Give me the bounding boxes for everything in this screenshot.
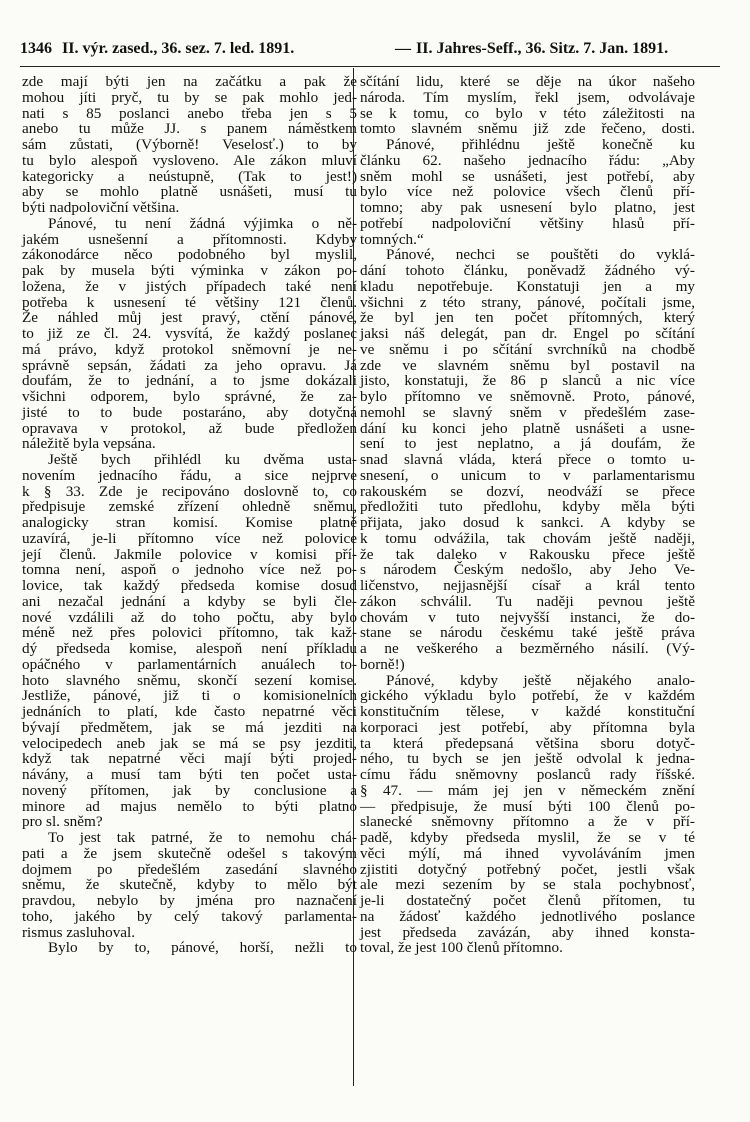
text-line: anebo tu může JJ. s panem náměstkem bbox=[22, 120, 357, 138]
text-line: padě, kdyby předseda myslil, že se v té bbox=[360, 829, 695, 846]
text-line: kladu nepotřebuje. Konstatuji jen a my bbox=[360, 277, 695, 295]
text-line: předložiti tuto předlohu, kdyby měla býti bbox=[360, 498, 695, 516]
header-title-czech: II. výr. zased., 36. sez. 7. led. 1891. bbox=[62, 40, 295, 57]
text-line: když tak nepatrné věci mají býti projed- bbox=[22, 750, 357, 768]
text-line: doufám, že to jednání, a to jsme dokázali bbox=[22, 372, 357, 390]
text-line: rismus zasluhoval. bbox=[22, 923, 136, 941]
text-line: slanecké sněmovny přítomno a že v pří- bbox=[360, 813, 695, 831]
text-line: jaksi náš delegát, pan dr. Engel po sčítání bbox=[360, 325, 695, 342]
text-line: rakouském se dozví, neodváží se přece bbox=[360, 482, 695, 500]
text-line: tomto slavném sněmu již zde řečeno, dosti. bbox=[360, 120, 695, 138]
text-line: bylo přítomno ve sněmovně. Proto, pánové, bbox=[360, 388, 695, 405]
text-line: dojmem po předešlém zasedání slavného bbox=[22, 860, 357, 878]
running-header bbox=[20, 40, 720, 60]
text-line: je-li dostatečný počet členů přítomen, tu bbox=[360, 892, 695, 909]
text-line: uzavírá, je-li přítomno více než polovice bbox=[22, 529, 357, 547]
text-line: zákonodárce něco podobného byl myslil, bbox=[22, 246, 357, 264]
text-line: ného, tu bych se jen ještě odvolal k jedna- bbox=[360, 750, 695, 768]
text-line: novený přítomen, jak by conclusione a bbox=[22, 781, 357, 799]
text-line: ta která předepsaná většina sboru dotyč- bbox=[360, 734, 695, 752]
left-column bbox=[22, 74, 357, 956]
text-line: potřeba k usnesení té většiny 121 členů. bbox=[22, 293, 357, 311]
text-line: Jestliže, pánové, již ti o komisionelních bbox=[22, 687, 357, 705]
text-line: sčítání lidu, které se děje na úkor našeho bbox=[360, 73, 695, 90]
text-line: správně sepsán, žádati za jeho opravu. Já bbox=[22, 356, 357, 374]
text-line: zákon schválil. Tu naději pevnou ještě bbox=[360, 592, 695, 610]
text-line: národa. Tím myslím, řekl jsem, odvolávaje bbox=[360, 88, 695, 106]
text-line: kategoricky a neústupně, (Tak to jest!) bbox=[22, 167, 357, 185]
text-line: ve sněmu i po sčítání svrchníků na chodbě bbox=[360, 340, 695, 358]
text-line: s národem Českým nedošlo, aby Jeho Ve- bbox=[360, 561, 695, 579]
text-line: přijata, jako dosud k sankci. A kdyby se bbox=[360, 514, 695, 531]
text-line: opravava v protokol, až bude předložen bbox=[22, 419, 357, 437]
text-line: sám zůstati, (Výborně! Veselosť.) to by bbox=[22, 136, 357, 153]
text-line: pak by musela býti výminka v zákon po- bbox=[22, 262, 357, 279]
header-rule bbox=[20, 66, 720, 67]
text-line: Pánové, přihlédnu ještě konečně ku bbox=[386, 136, 695, 153]
text-line: snad slavná vláda, která přece o tomto u- bbox=[360, 451, 695, 468]
text-line: bývají předmětem, jak se má jezditi na bbox=[22, 718, 357, 736]
text-line: dání tohoto článku, poněvadž žádného vý- bbox=[360, 262, 695, 279]
text-line: — předpisuje, že musí býti 100 členů po- bbox=[360, 797, 695, 815]
text-line: tomných.“ bbox=[360, 230, 424, 248]
text-line: jisté to to bude postaráno, aby dotyčná bbox=[22, 403, 357, 421]
text-line: jest předseda zavázán, aby ihned konsta- bbox=[360, 923, 695, 941]
text-line: věci mýlí, má ihned vyvoláváním jmen bbox=[360, 844, 695, 862]
text-line: lovice, tak každý předseda komise dosud bbox=[22, 577, 357, 594]
text-line: návány, a musí tam býti ten počet usta- bbox=[22, 766, 357, 783]
text-line: pro sl. sněm? bbox=[22, 813, 103, 831]
text-line: toho, jakého by celý takový parlamenta- bbox=[22, 907, 357, 925]
text-line: její členů. Jakmile polovice v komisi pří- bbox=[22, 545, 357, 563]
text-line: k § 33. Zde je recipováno doslovně to, co bbox=[22, 482, 357, 500]
text-line: na žádosť každého jednotlivého poslance bbox=[360, 907, 695, 925]
text-line: býti nadpoloviční většina. bbox=[22, 199, 180, 216]
text-line: nemohl se slavný sněm v předešlém zase- bbox=[360, 403, 695, 421]
text-line: címu řádu sněmovny poslanců rady říšské. bbox=[360, 766, 695, 783]
text-line: potřebí nadpoloviční většiny hlasů pří- bbox=[360, 214, 695, 232]
text-line: To jest tak patrné, že to nemohu chá- bbox=[48, 829, 357, 846]
text-line: tomno; aby pak usnesení bylo platno, jest bbox=[360, 199, 695, 216]
text-line: Pánové, kdyby ještě nějakého analo- bbox=[386, 671, 695, 689]
text-line: toval, že jest 100 členů přítomno. bbox=[360, 939, 563, 957]
text-line: náležitě byla vepsána. bbox=[22, 435, 156, 453]
text-line: velocipedech aneb jak se má se psy jezditi, bbox=[22, 734, 357, 752]
header-title-german: II. Jahres-Seff., 36. Sitz. 7. Jan. 1891. bbox=[416, 40, 669, 57]
text-line: článku 62. našeho jednacího řádu: „Aby bbox=[360, 151, 695, 169]
page-number: 1346 bbox=[20, 40, 52, 57]
text-line: Ještě bych přihlédl ku dvěma usta- bbox=[48, 451, 357, 468]
text-line: jakém usnešenní a přítomnosti. Kdyby bbox=[22, 230, 357, 248]
text-line: jisto, konstatuji, že 86 p slanců a nic více bbox=[360, 372, 695, 390]
text-line: to již ze čl. 24. vysvítá, že každý poslanec bbox=[22, 325, 357, 342]
text-line: k tomu odvážila, tak chovám ještě naději, bbox=[360, 529, 695, 547]
text-line: analogicky stran komisí. Komise platně bbox=[22, 514, 357, 531]
text-line: se k tomu, co bylo v této záležitosti na bbox=[360, 104, 695, 122]
text-line: gického výkladu bylo potřebí, že v každém bbox=[360, 687, 695, 705]
text-line: mohou jíti pryč, tu by se pak mohlo jed- bbox=[22, 88, 357, 106]
text-line: korporaci jest potřebí, aby přítomna byla bbox=[360, 718, 695, 736]
text-line: sněmu, že skutečně, kdyby to mělo být bbox=[22, 876, 357, 894]
text-line: dý předseda komise, alespoň není příkladu bbox=[22, 640, 357, 657]
text-line: Bylo by to, pánové, horší, nežli to bbox=[48, 939, 357, 957]
text-line: Pánové, tu není žádná výjimka o ně- bbox=[48, 214, 357, 232]
text-line: chovám v tuto nejvyšší instanci, že do- bbox=[360, 608, 695, 626]
text-line: zde ve slavném sněmu byl postavil na bbox=[360, 356, 695, 374]
text-line: jednáních to platí, kde často nepatrné věci bbox=[22, 703, 357, 720]
text-line: borně!) bbox=[360, 655, 405, 673]
text-line: předpisuje zemské zřízení ohledně sněmu, bbox=[22, 498, 357, 516]
text-line: Pánové, nechci se pouštěti do vyklá- bbox=[386, 246, 695, 264]
text-line: a ne veškerého a bezměrného násilí. (Vý- bbox=[360, 640, 695, 657]
text-line: tu bylo alespoň vysloveno. Ale zákon mluví bbox=[22, 151, 357, 169]
text-line: všichni z této strany, pánové, počítali jsme, bbox=[360, 293, 695, 311]
text-line: má právo, když protokol sněmovní je ne- bbox=[22, 340, 357, 358]
text-line: snesení, o unicum to v parlamentarismu bbox=[360, 466, 695, 484]
text-line: dání ku konci jeho platně usnášeti a usne- bbox=[360, 419, 695, 437]
text-line: novením jednacího řádu, a sice nejprve bbox=[22, 466, 357, 484]
right-column bbox=[360, 74, 695, 956]
text-line: nové vzdálili až do toho počtu, aby bylo bbox=[22, 608, 357, 626]
text-line: konstitučním tělese, v každé konstituční bbox=[360, 703, 695, 720]
text-line: ani nezačal jednání a kdyby se byli čle- bbox=[22, 592, 357, 610]
text-line: zde mají býti jen na začátku a pak že bbox=[22, 73, 357, 90]
text-line: tomna není, aspoň o jednoho více než po- bbox=[22, 561, 357, 579]
text-line: Že náhled můj jest pravý, ctění pánové, bbox=[22, 309, 357, 327]
text-line: zjistiti dotyčný potřebný počet, jestli však bbox=[360, 860, 695, 878]
text-line: hoto slavného sněmu, skončí sezení komise. bbox=[22, 671, 357, 689]
text-line: bylo více než polovice všech členů pří- bbox=[360, 183, 695, 201]
text-line: aby se mohlo platně usnášeti, musí tu bbox=[22, 183, 357, 201]
text-line: minore ad majus nemělo to býti platno bbox=[22, 797, 357, 815]
text-line: méně než přes polovici přítomno, tak kaž- bbox=[22, 624, 357, 642]
text-line: pravdou, nebylo by jména pro naznačení bbox=[22, 892, 357, 909]
text-line: sněm mohl se usnášeti, jest potřebí, aby bbox=[360, 167, 695, 185]
text-line: ličenstvo, nejjasnější císař a král tento bbox=[360, 577, 695, 594]
text-line: všichni odporem, bylo správné, že za- bbox=[22, 388, 357, 405]
text-line: ložena, že v jistých případech také není bbox=[22, 277, 357, 295]
text-line: pati a že jsem skutečně odešel s takovým bbox=[22, 844, 357, 862]
text-line: § 47. — mám jej jen v německém znění bbox=[360, 781, 695, 799]
header-separator: — bbox=[395, 40, 411, 57]
text-line: ale mezi sezením by se stala pochybnosť, bbox=[360, 876, 695, 894]
text-line: že byl jen ten počet přítomných, který bbox=[360, 309, 695, 327]
text-line: nati s 85 poslanci anebo třeba jen s 5 bbox=[22, 104, 357, 122]
text-line: opáčného v parlamentárních anuálech to- bbox=[22, 655, 357, 673]
text-line: sení to jest neplatno, a já doufám, že bbox=[360, 435, 695, 453]
text-line: že tak daleko v Rakousku přece ještě bbox=[360, 545, 695, 563]
text-line: stane se národu českému také ještě práva bbox=[360, 624, 695, 642]
